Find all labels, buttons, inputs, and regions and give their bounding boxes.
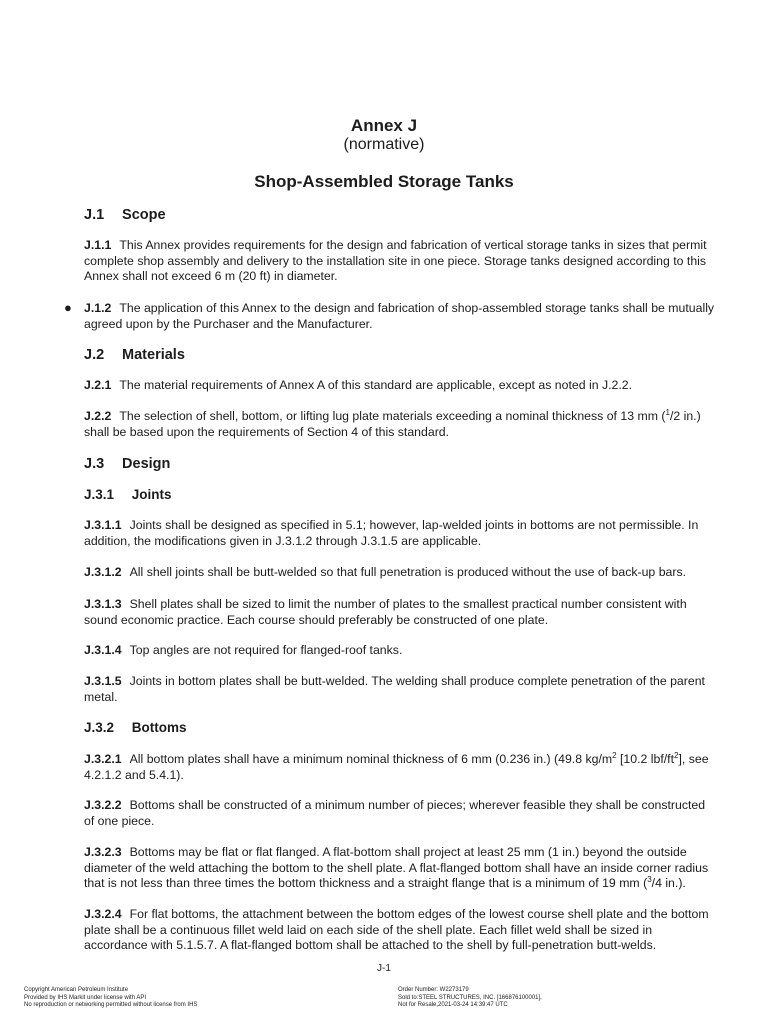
paragraph-number: J.1.1: [84, 238, 112, 252]
paragraph-j-3-2-1: [84, 752, 716, 783]
order-line: Sold to:STEEL STRUCTURES, INC. [166876100001],: [398, 994, 542, 1001]
paragraph-number: J.2.1: [84, 378, 112, 392]
paragraph-text: Joints shall be designed as specified in 5.1; however, lap-welded joints in bottoms are not permissible. In addition, the modifications given in J.3.1.2 through J.3.1.5 are applicable.: [84, 518, 699, 548]
fraction-numerator: 3: [647, 874, 652, 884]
paragraph-text: This Annex provides requirements for the design and fabrication of vertical storage tanks in sizes that permit complete shop assembly and delivery to the installation site in one piece. Storage tanks designed according to this Annex shall not exceed 6 m (20 ft) in diameter.: [84, 238, 707, 283]
section-heading-scope: [84, 207, 166, 223]
paragraph-j-2-1: [84, 378, 716, 394]
paragraph-text: The application of this Annex to the design and fabrication of shop-assembled storage tanks shall be mutually agreed upon by the Purchaser and the Manufacturer.: [84, 301, 715, 331]
paragraph-text: For flat bottoms, the attachment between the bottom edges of the lowest course shell plate and the bottom plate shall be a continuous fillet weld laid on each side of the shell plate. Each fillet weld shall be sized in accordance with 5.1.5.7. A flat-flanged bottom shall be attached to the shell by full-penetration butt-welds.: [84, 907, 709, 952]
paragraph-number: J.3.2.3: [84, 845, 122, 859]
section-number: J.3.1: [84, 487, 115, 502]
paragraph-j-3-1-2: [84, 565, 716, 581]
paragraph-text: ], see 4.2.1.2 and 5.4.1).: [84, 752, 709, 782]
copyright-line: Copyright American Petroleum Institute: [24, 987, 129, 993]
section-number: J.2: [84, 347, 105, 363]
paragraph-number: J.3.1.3: [84, 597, 122, 611]
paragraph-j-1-2: [84, 301, 716, 332]
paragraph-j-3-2-4: [84, 907, 716, 954]
section-title: Scope: [122, 207, 166, 223]
paragraph-text: Top angles are not required for flanged-roof tanks.: [129, 643, 403, 657]
paragraph-text: Bottoms may be flat or flat flanged. A flat-bottom shall project at least 25 mm (1 in.) beyond the outside diameter of the weld attaching the bottom to the shell plate. A flat-flanged bottom shall have an inside corner radius that is not less than three times the bottom thickness and a straight flange that is a minimum of 19 mm (: [84, 845, 709, 890]
paragraph-text: /4 in.).: [651, 876, 686, 890]
paragraph-j-2-2: [84, 409, 716, 440]
order-line: Order Number: W2273179: [398, 987, 469, 993]
paragraph-j-3-1-1: [84, 518, 716, 549]
paragraph-text: [10.2 lbf/ft: [616, 752, 674, 766]
section-number: J.1: [84, 207, 105, 223]
paragraph-text: The material requirements of Annex A of this standard are applicable, except as noted in J.2.2.: [119, 378, 633, 392]
order-notice: [398, 987, 728, 1010]
subsection-heading-bottoms: [84, 720, 187, 735]
paragraph-j-1-1: [84, 238, 716, 285]
section-heading-design: [84, 456, 170, 472]
fraction-numerator: 1: [665, 407, 670, 417]
paragraph-number: J.3.1.1: [84, 518, 122, 532]
paragraph-text: All bottom plates shall have a minimum nominal thickness of 6 mm (0.236 in.) (49.8 kg/m: [129, 752, 613, 766]
section-title: Materials: [122, 347, 185, 363]
paragraph-j-3-2-2: [84, 798, 716, 829]
paragraph-number: J.3.2.2: [84, 798, 122, 812]
section-title: Design: [122, 456, 171, 472]
paragraph-number: J.3.2.4: [84, 907, 122, 921]
paragraph-j-3-1-4: [84, 643, 716, 659]
annex-title: Annex J: [350, 116, 418, 135]
section-title: Joints: [131, 487, 172, 502]
paragraph-number: J.1.2: [84, 301, 112, 315]
paragraph-j-3-2-3: [84, 845, 716, 892]
paragraph-j-3-1-5: [84, 674, 716, 705]
section-heading-materials: [84, 347, 185, 363]
paragraph-text: The selection of shell, bottom, or lifting lug plate materials exceeding a nominal thickness of 13 mm (: [119, 409, 666, 423]
paragraph-j-3-1-3: [84, 597, 716, 628]
paragraph-number: J.3.1.4: [84, 643, 122, 657]
copyright-line: No reproduction or networking permitted without license from IHS: [24, 1002, 198, 1008]
paragraph-text: /2 in.) shall be based upon the requirements of Section 4 of this standard.: [84, 409, 701, 439]
change-bullet-icon: ●: [64, 300, 72, 315]
section-number: J.3.2: [84, 720, 115, 735]
annex-type: (normative): [343, 136, 425, 153]
superscript: 2: [674, 750, 679, 760]
paragraph-text: Shell plates shall be sized to limit the number of plates to the smallest practical number consistent with sound economic practice. Each course should preferably be constructed of one plate.: [84, 597, 687, 627]
paragraph-number: J.3.2.1: [84, 752, 122, 766]
page-number: J-1: [377, 963, 391, 974]
copyright-line: Provided by IHS Markit under license with API: [24, 994, 147, 1001]
section-title: Bottoms: [131, 720, 187, 735]
section-number: J.3: [84, 456, 105, 472]
copyright-notice: [24, 987, 324, 1010]
superscript: 2: [612, 750, 617, 760]
order-line: Not for Resale,2021-03-24 14:39:47 UTC: [398, 1002, 508, 1008]
paragraph-text: Bottoms shall be constructed of a minimum number of pieces; wherever feasible they shall be constructed of one piece.: [84, 798, 706, 828]
paragraph-text: Joints in bottom plates shall be butt-welded. The welding shall produce complete penetration of the parent metal.: [84, 674, 705, 704]
paragraph-number: J.3.1.2: [84, 565, 122, 579]
paragraph-text: All shell joints shall be butt-welded so that full penetration is produced without the use of back-up bars.: [129, 565, 687, 579]
paragraph-number: J.2.2: [84, 409, 112, 423]
paragraph-number: J.3.1.5: [84, 674, 122, 688]
subsection-heading-joints: [84, 487, 172, 502]
document-title: Shop-Assembled Storage Tanks: [254, 172, 514, 191]
